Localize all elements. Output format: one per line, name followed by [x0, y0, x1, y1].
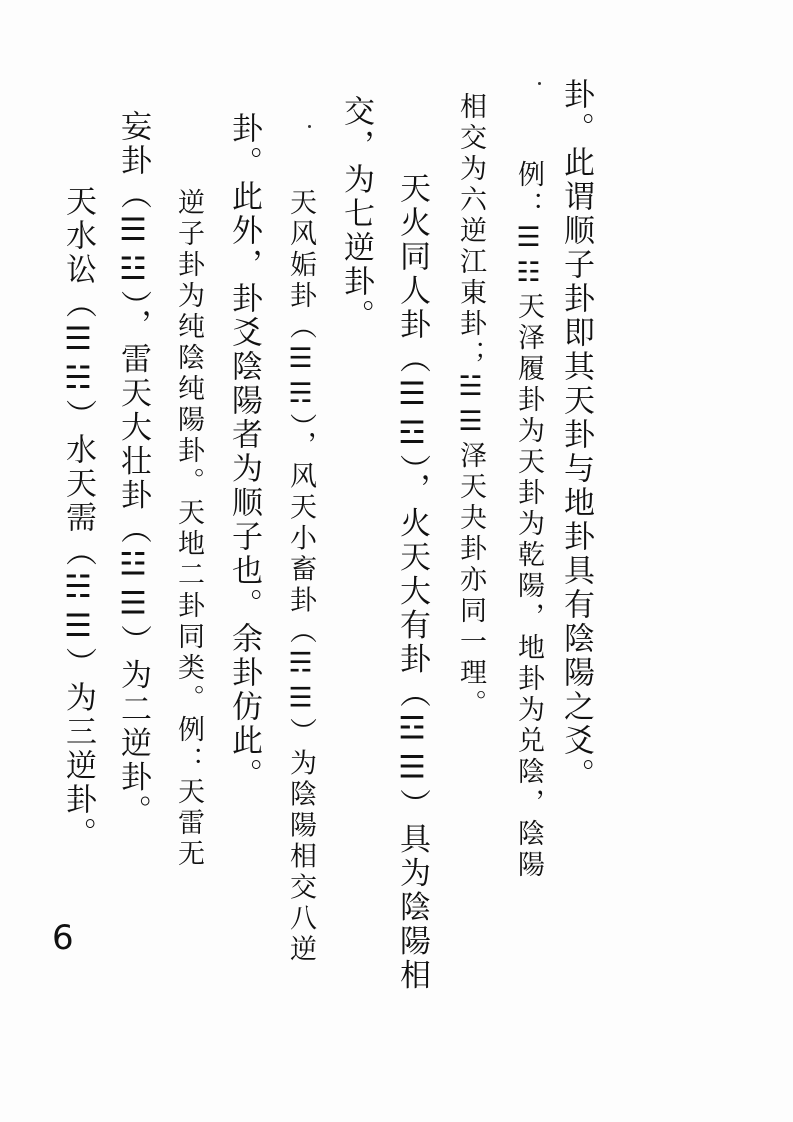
text-column-2: 例：☰☷天泽履卦为天卦为乾陽，地卦为兑陰，陰陽	[513, 160, 544, 881]
text-column-3: 相交为六逆江東卦；☱☰泽天夬卦亦同一理。	[455, 92, 486, 720]
ink-mark	[308, 125, 311, 128]
text-column-9: 妄卦（☰☳），雷天大壮卦（☳☰）为二逆卦。	[115, 110, 151, 829]
text-column-10: 天水讼（☰☵）水天需（☵☰）为三逆卦。	[60, 185, 96, 851]
page-number: 6	[52, 918, 74, 958]
text-column-7: 卦。此外，卦爻陰陽者为顺子也。余卦仿此。	[226, 112, 262, 792]
text-column-1: 卦。此谓顺子卦即其天卦与地卦具有陰陽之爻。	[558, 78, 594, 792]
text-column-5: 交，为七逆卦。	[338, 95, 374, 333]
text-column-6: 天风姤卦（☰☴），风天小畜卦（☴☰）为陰陽相交八逆	[285, 188, 316, 966]
text-column-4: 天火同人卦（☰☲），火天大有卦（☲☰）具为陰陽相	[394, 172, 430, 993]
ink-mark	[538, 82, 541, 85]
text-column-8: 逆子卦为纯陰纯陽卦。天地二卦同类。例：天雷无	[173, 188, 204, 870]
